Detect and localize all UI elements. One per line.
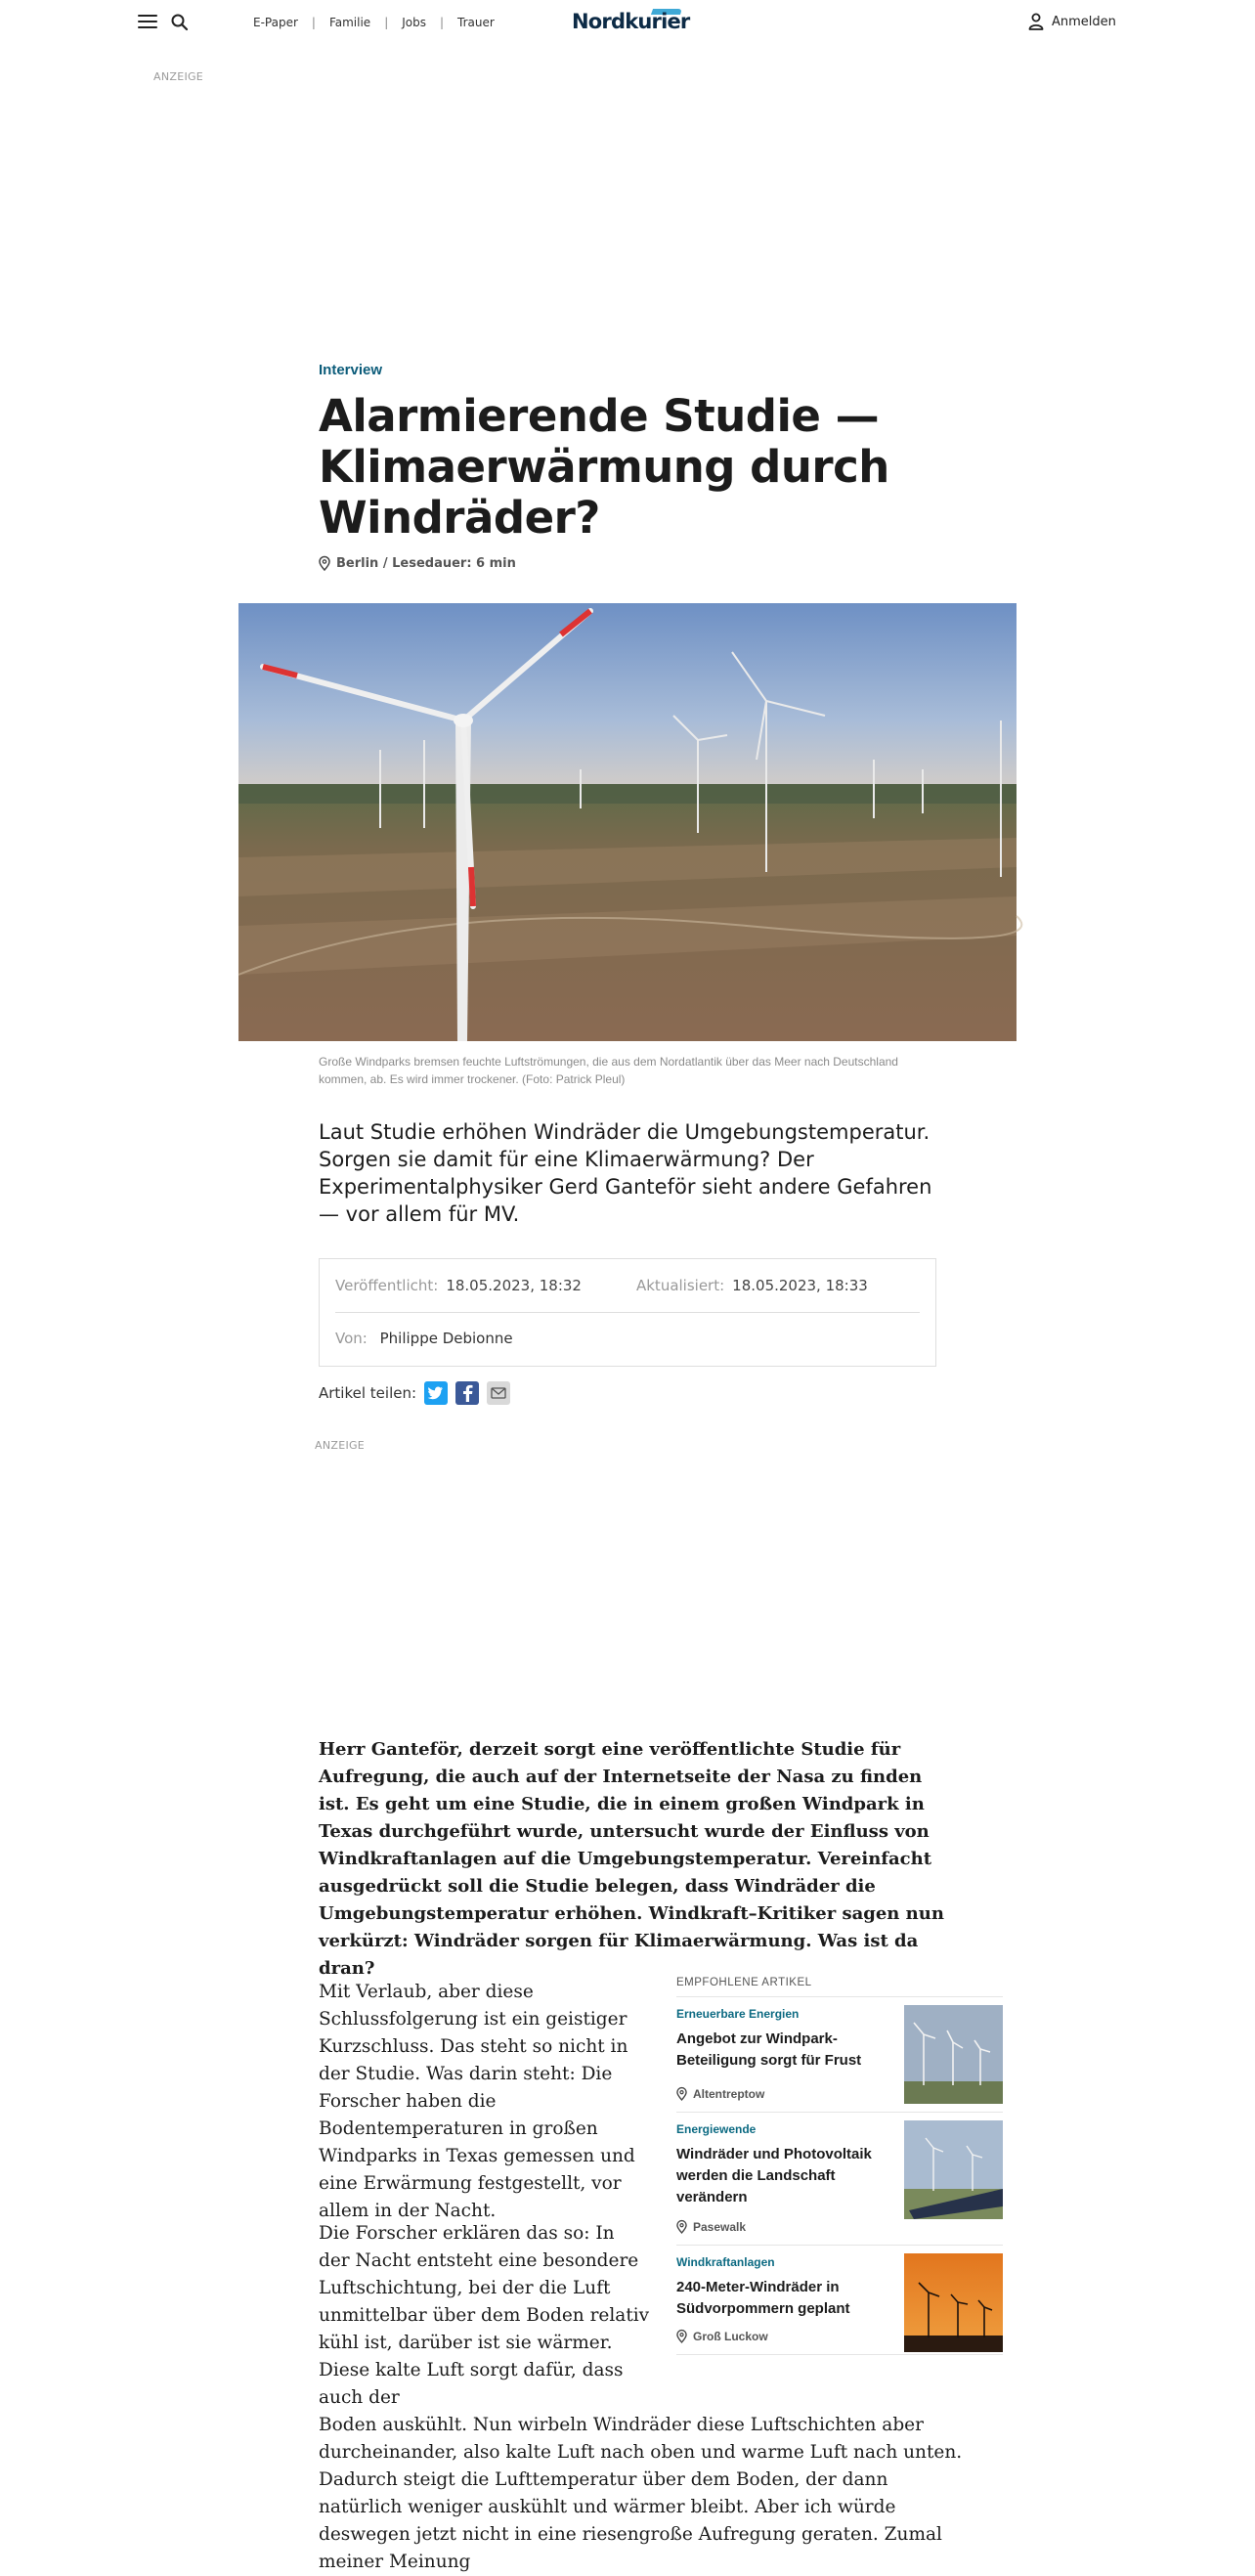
nav-separator: |	[439, 16, 445, 29]
user-icon	[1028, 13, 1044, 30]
recommended-headline: Windräder und Photovoltaik werden die Landschaft verändern	[676, 2146, 872, 2205]
recommended-item[interactable]	[676, 1997, 1003, 2113]
top-nav	[253, 16, 495, 29]
nav-separator: |	[384, 16, 389, 29]
paragraph-text-wide: Boden auskühlt. Nun wirbeln Windräder diese Luftschichten aber durcheinander, also kalte Luft nach oben und warme Luft nach unten. Dadurch steigt die Lufttemperatur über dem Boden, der dann natürlich weniger auskühlt und wärmer bleibt. Aber ich würde deswegen jetzt nicht in eine riesengroße Aufregung geraten. Zumal meiner Meinung	[319, 2415, 963, 2572]
recommended-item[interactable]	[676, 2246, 1003, 2355]
meta-author-row	[335, 1330, 513, 1347]
recommended-title: EMPFOHLENE ARTIKEL	[676, 1977, 1003, 1997]
author-label: Von:	[335, 1330, 368, 1347]
menu-icon[interactable]	[138, 15, 157, 30]
nav-jobs[interactable]: Jobs	[402, 16, 426, 29]
published-label: Veröffentlicht:	[335, 1277, 439, 1294]
recommended-articles	[676, 1977, 1003, 2355]
search-icon[interactable]	[170, 13, 192, 34]
recommended-item[interactable]	[676, 2113, 1003, 2246]
location-pin-icon	[676, 2220, 687, 2234]
recommended-location-text: Altentreptow	[693, 2087, 765, 2101]
article-location	[319, 556, 516, 571]
nav-trauer[interactable]: Trauer	[457, 16, 495, 29]
location-pin-icon	[676, 2330, 687, 2343]
article-meta-box	[319, 1258, 936, 1367]
recommended-location-text: Pasewalk	[693, 2220, 747, 2234]
recommended-thumbnail	[904, 2120, 1003, 2219]
author-name[interactable]: Philippe Debionne	[379, 1330, 513, 1347]
published-value: 18.05.2023, 18:32	[446, 1277, 582, 1294]
ad-label-mid: ANZEIGE	[315, 1439, 366, 1452]
updated-label: Aktualisiert:	[635, 1277, 725, 1294]
nav-familie[interactable]: Familie	[328, 16, 371, 29]
meta-dates-row	[335, 1277, 920, 1313]
ad-label-top: ANZEIGE	[153, 70, 204, 83]
article-paragraph: Mit Verlaub, aber diese Schlussfolgerung ist ein geistiger Kurzschluss. Das steht so nicht in der Studie. Was darin steht: Die Forscher haben die Bodentemperaturen in großen Windparks in Texas gemessen und eine Erwärmung festgestellt, vor allem in der Nacht.	[319, 1982, 635, 2221]
recommended-category: Energiewende	[676, 2122, 757, 2136]
recommended-location	[676, 2087, 764, 2101]
nav-separator: |	[311, 16, 316, 29]
facebook-icon[interactable]	[455, 1381, 479, 1405]
recommended-headline: Angebot zur Windpark-Beteiligung sorgt für Frust	[676, 2030, 862, 2069]
recommended-location-text: Groß Luckow	[693, 2330, 768, 2343]
article-lead: Laut Studie erhöhen Windräder die Umgebungstemperatur. Sorgen sie damit für eine Klimaerwärmung? Der Experimentalphysiker Gerd Ganteför sieht andere Gefahren — vor allem für MV.	[319, 1120, 932, 1226]
article-kicker[interactable]: Interview	[319, 362, 383, 378]
updated-value: 18.05.2023, 18:33	[732, 1277, 868, 1294]
recommended-category: Erneuerbare Energien	[676, 2007, 800, 2021]
recommended-thumbnail	[904, 2005, 1003, 2104]
location-text: Berlin / Lesedauer: 6 min	[336, 556, 516, 571]
share-bar	[319, 1381, 518, 1405]
recommended-location	[676, 2220, 746, 2234]
recommended-headline: 240-Meter-Windräder in Südvorpommern geplant	[676, 2279, 850, 2317]
location-pin-icon	[676, 2087, 687, 2101]
paragraph-text-narrow: Die Forscher erklären das so: In der Nacht entsteht eine besondere Luftschichtung, bei der die Luft unmittelbar über dem Boden relativ kühl ist, darüber ist sie wärmer. Diese kalte Luft sorgt dafür, dass auch der	[319, 2223, 650, 2408]
site-header	[0, 0, 1255, 47]
twitter-icon[interactable]	[424, 1381, 448, 1405]
site-logo[interactable]: Nordkurier	[572, 10, 690, 33]
mail-icon[interactable]	[487, 1381, 510, 1405]
image-caption: Große Windparks bremsen feuchte Luftströmungen, die aus dem Nordatlantik über das Meer nach Deutschland kommen, ab. Es wird immer trockener. (Foto: Patrick Pleul)	[319, 1055, 898, 1086]
location-pin-icon	[319, 556, 330, 571]
share-label: Artikel teilen:	[319, 1384, 417, 1402]
article-headline: Alarmierende Studie — Klimaerwärmung durch Windräder?	[319, 390, 889, 544]
recommended-thumbnail	[904, 2253, 1003, 2352]
hero-image[interactable]	[238, 603, 1017, 1041]
recommended-location	[676, 2330, 768, 2343]
login-button[interactable]	[1028, 13, 1116, 30]
recommended-category: Windkraftanlagen	[676, 2255, 775, 2269]
nav-epaper[interactable]: E-Paper	[253, 16, 298, 29]
interview-question: Herr Ganteför, derzeit sorgt eine veröffentlichte Studie für Aufregung, die auch auf der Internetseite der Nasa zu finden ist. Es geht um eine Studie, die in einem großen Windpark in Texas durchgeführt wurde, untersucht wurde der Einfluss von Windkraftanlagen auf die Umgebungstemperatur. Vereinfacht ausgedrückt soll die Studie belegen, dass Windräder die Umgebungstemperatur erhöhen. Windkraft–Kritiker sagen nun verkürzt: Windräder sorgen für Klimaerwärmung. Was ist da dran?	[319, 1739, 944, 1979]
login-label: Anmelden	[1052, 14, 1116, 29]
